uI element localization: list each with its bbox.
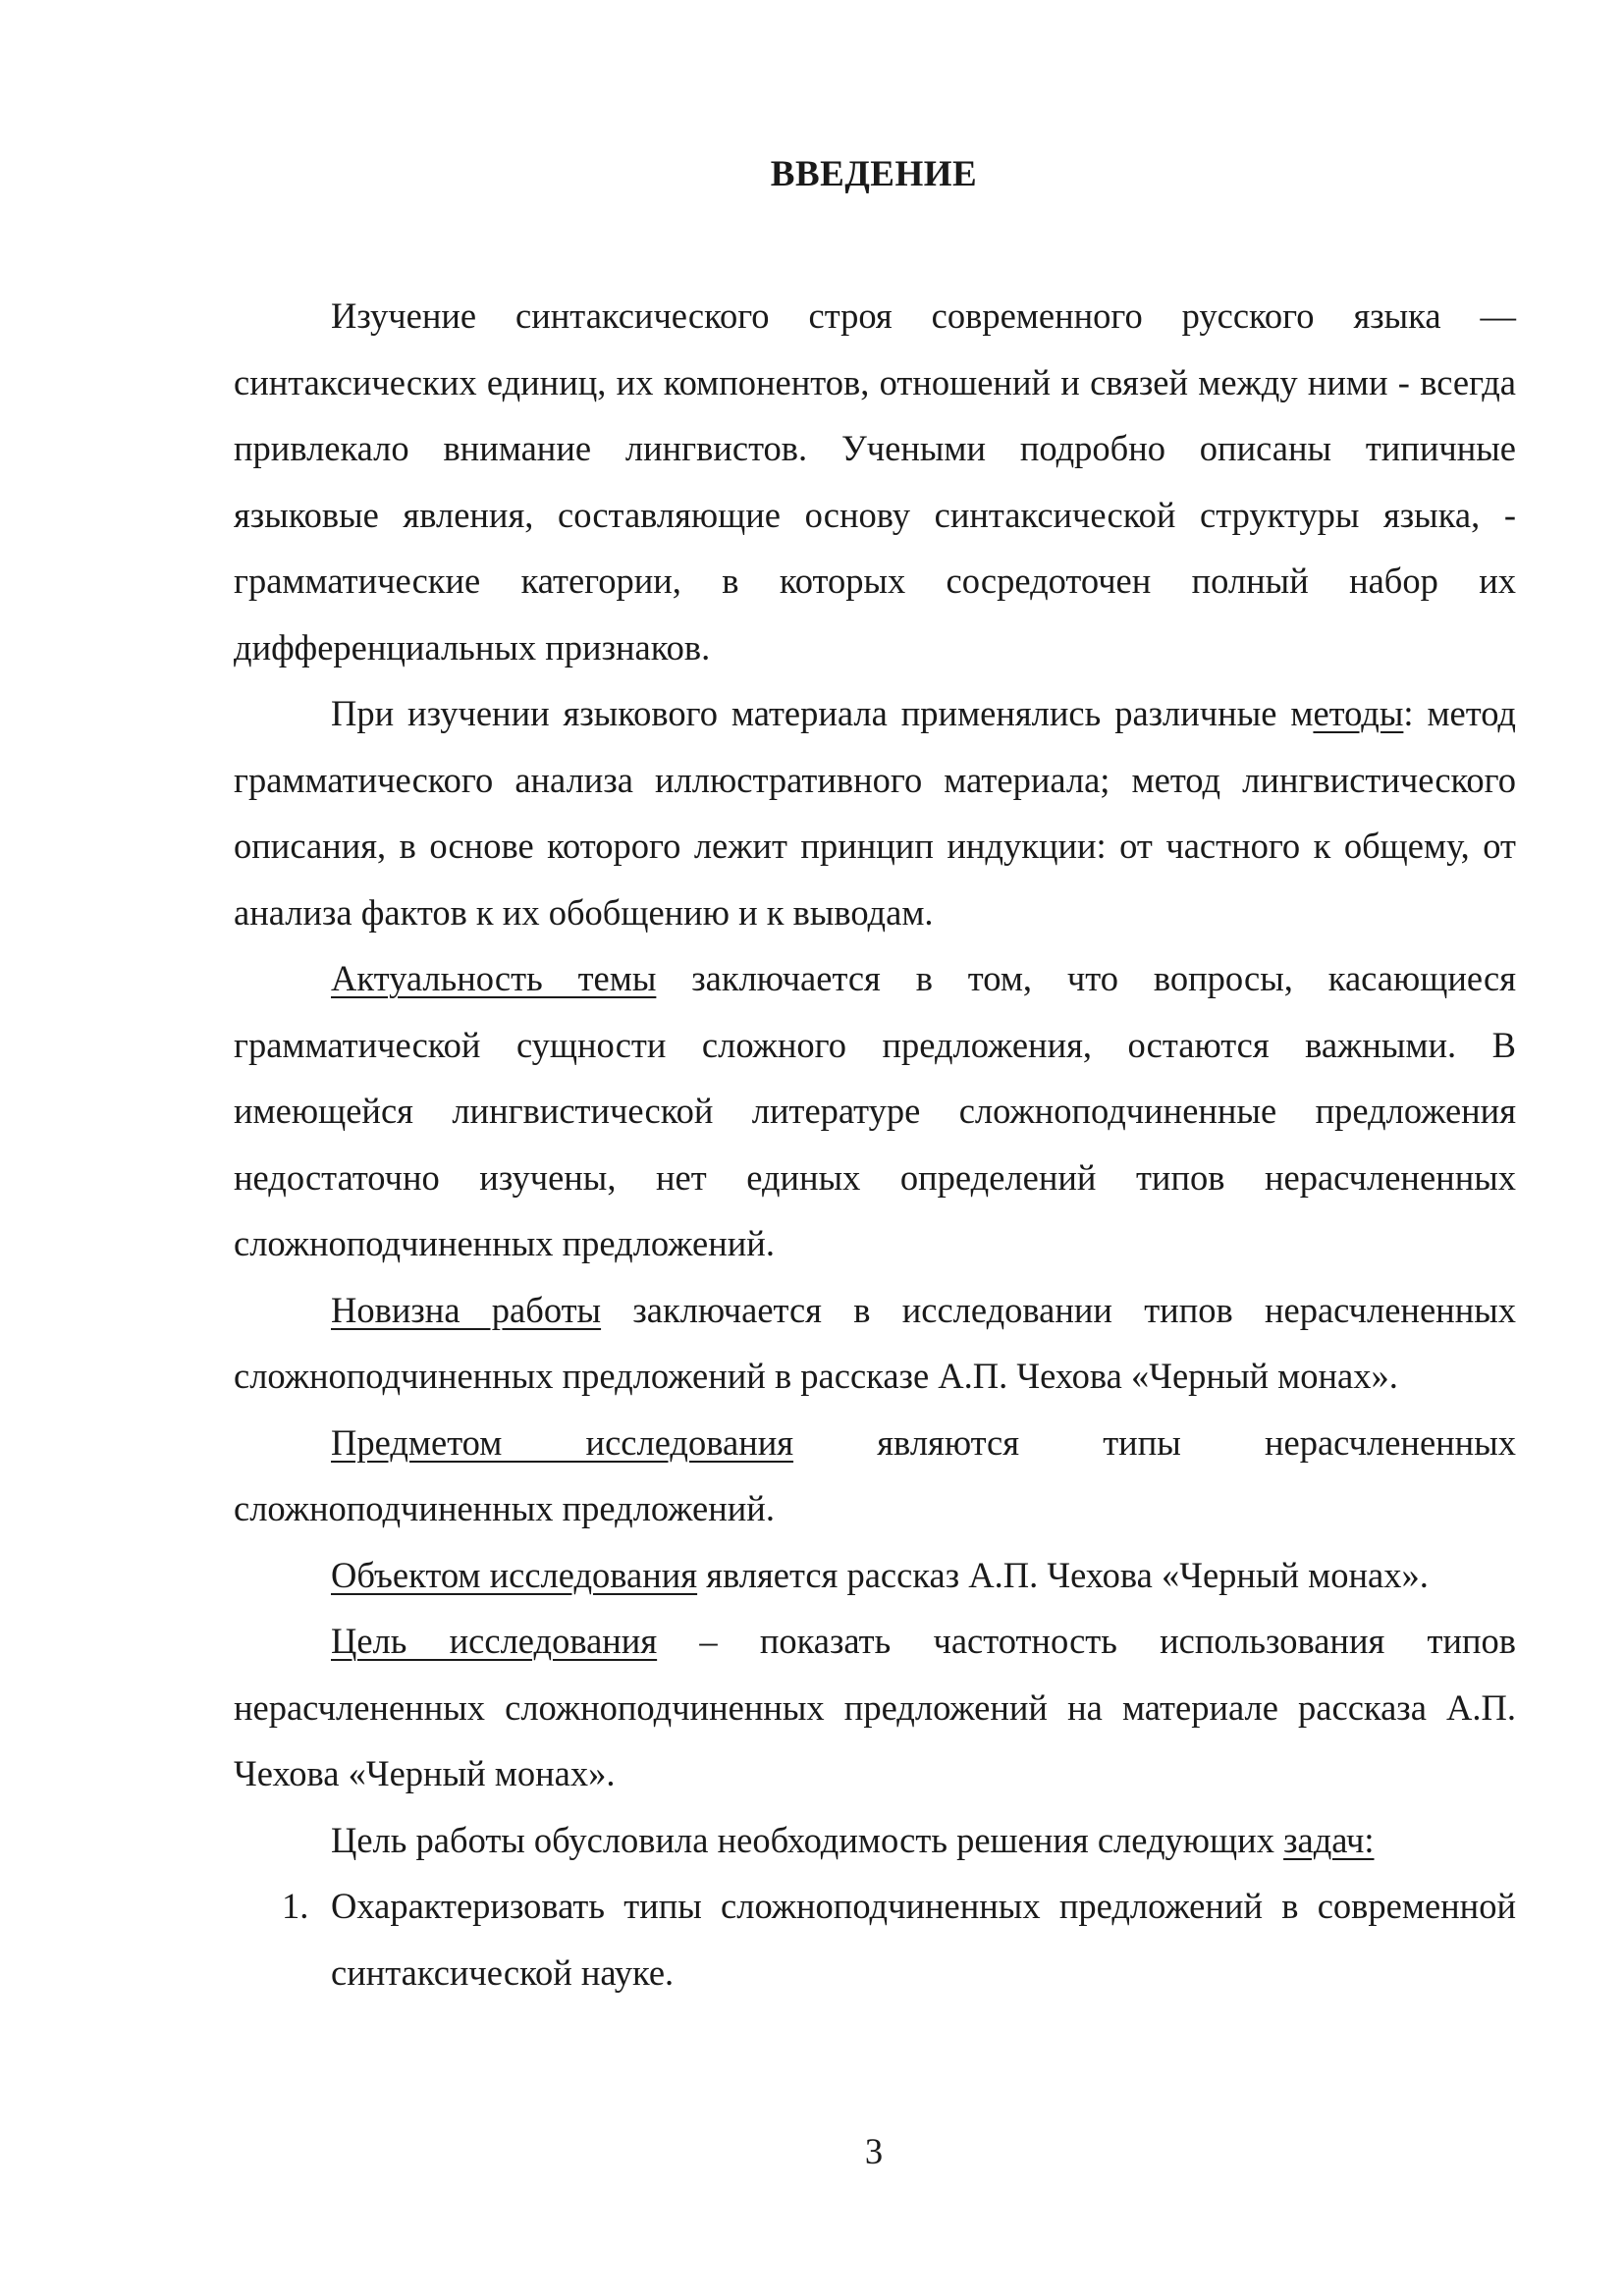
paragraph-subject <box>234 1410 1516 1542</box>
underlined-term: Цель исследования <box>331 1621 658 1661</box>
paragraph-text: : метод грамматического анализа иллюстративного материала; метод лингвистического описания, в основе которого лежит принцип индукции: от частного к общему, от анализа фактов к их обобщению и к выводам. <box>234 693 1516 933</box>
paragraph-text: Изучение синтаксического строя современного русского языка — синтаксических единиц, их компонентов, отношений и связей между ними - всегда привлекало внимание лингвистов. Учеными подробно описаны типичные языковые явления, составляющие основу синтаксической структуры языка, - грамматические категории, в которых сосредоточен полный набор их дифференциальных признаков. <box>234 295 1516 667</box>
paragraph-methods <box>234 680 1516 945</box>
page-number: 3 <box>864 2131 884 2171</box>
paragraph-text: При изучении языкового материала применялись различные м <box>331 693 1314 733</box>
paragraph-object <box>234 1542 1516 1609</box>
underlined-term: задач: <box>1283 1819 1375 1860</box>
underlined-term: Актуальность темы <box>331 958 657 998</box>
underlined-term: Объектом исследования <box>331 1554 698 1595</box>
underlined-term: Новизна работы <box>331 1289 602 1330</box>
paragraph-text: – показать частотность использования типов нерасчлененных сложноподчиненных предложений на материале рассказа А.П. Чехова «Черный монах». <box>234 1621 1516 1793</box>
list-item <box>234 1873 1516 2005</box>
paragraph-text: заключается в исследовании типов нерасчлененных сложноподчиненных предложений в рассказе А.П. Чехова «Черный монах». <box>234 1289 1516 1396</box>
underlined-term: Предметом исследования <box>331 1421 794 1463</box>
paragraph-text: является рассказ А.П. Чехова «Черный монах». <box>697 1554 1429 1595</box>
paragraph-tasks <box>234 1807 1516 1874</box>
page-title: ВВЕДЕНИЕ <box>770 154 978 194</box>
list-item-text: Охарактеризовать типы сложноподчиненных предложений в современной синтаксической науке. <box>331 1886 1516 1993</box>
paragraph-text: заключается в том, что вопросы, касающиеся грамматической сущности сложного предложения, остаются важными. В имеющейся лингвистической литературе сложноподчиненные предложения недостаточно изучены, нет единых определений типов нерасчлененных сложноподчиненных предложений. <box>234 958 1517 1263</box>
underlined-term: етоды <box>1313 693 1404 733</box>
tasks-list <box>234 1873 1516 2005</box>
paragraph-relevance <box>234 945 1516 1277</box>
paragraph-text: являются типы нерасчлененных сложноподчиненных предложений. <box>234 1421 1516 1528</box>
paragraph-intro <box>234 283 1516 680</box>
body-text <box>234 283 1516 2005</box>
paragraph-goal <box>234 1608 1516 1807</box>
paragraph-novelty <box>234 1277 1516 1410</box>
paragraph-text: Цель работы обусловила необходимость решения следующих <box>331 1819 1284 1860</box>
list-item-number: 1. <box>282 1886 309 1926</box>
